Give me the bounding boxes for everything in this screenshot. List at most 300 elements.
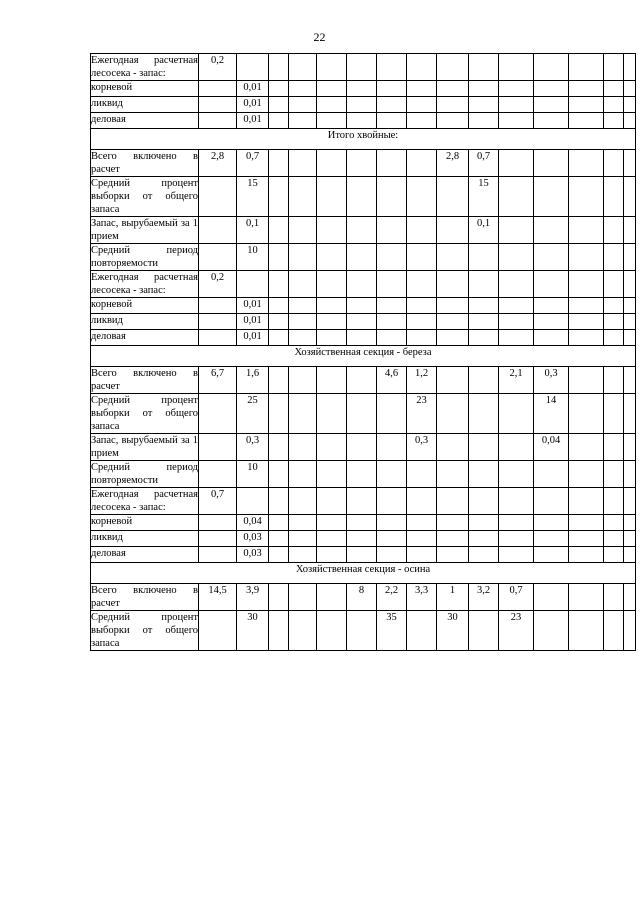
table-cell: 0,03 [237,547,269,563]
row-label: Средний процент выборки от общего запаса [91,612,198,649]
table-cell [317,81,347,97]
table-cell [569,547,604,563]
table-cell [569,314,604,330]
table-cell [534,244,569,271]
table-cell [199,81,237,97]
table-cell [377,547,407,563]
table-cell [604,367,624,394]
table-cell: 0,01 [237,97,269,113]
table-row [91,244,636,271]
table-cell [377,298,407,314]
table-cell: 0,2 [199,271,237,298]
row-label: корневой [91,515,199,531]
table-cell [317,314,347,330]
table-cell [407,488,437,515]
table-cell [534,330,569,346]
table-cell [604,611,624,651]
table-cell [269,113,289,129]
table-cell [269,515,289,531]
table-cell [347,611,377,651]
table-cell [469,434,499,461]
table-cell [237,271,269,298]
row-label: Средний период повторяемости [91,245,198,269]
table-cell: 0,01 [237,81,269,97]
table-cell [569,584,604,611]
table-cell: 14,5 [199,584,237,611]
table-cell: 2,1 [499,367,534,394]
table-cell [377,330,407,346]
table-cell: 10 [237,461,269,488]
table-cell [604,394,624,434]
table-cell: 0,2 [199,54,237,81]
table-cell [289,217,317,244]
table-cell [624,330,636,346]
table-cell: 8 [347,584,377,611]
table-cell [377,314,407,330]
table-cell [437,531,469,547]
table-cell [469,271,499,298]
table-cell: 0,01 [237,314,269,330]
table-cell [437,217,469,244]
row-label: деловая [91,113,199,129]
row-label: Всего включено в расчет [91,368,198,392]
table-cell [377,81,407,97]
table-row [91,217,636,244]
table-cell [534,97,569,113]
table-cell [499,488,534,515]
table-cell [624,298,636,314]
table-cell [624,367,636,394]
table-cell [317,177,347,217]
table-cell [289,611,317,651]
table-cell [624,434,636,461]
table-cell [437,81,469,97]
table-row [91,150,636,177]
table-cell: 14 [534,394,569,434]
table-cell [347,394,377,434]
table-cell: 0,01 [237,113,269,129]
table-cell [317,367,347,394]
table-cell [534,177,569,217]
table-cell [604,584,624,611]
table-cell [407,244,437,271]
table-cell [604,81,624,97]
table-row [91,461,636,488]
table-cell [624,81,636,97]
row-label: деловая [91,330,199,346]
table-cell [289,584,317,611]
table-cell [347,547,377,563]
table-row [91,531,636,547]
table-cell [469,97,499,113]
row-label: ликвид [91,314,199,330]
table-cell [289,515,317,531]
table-cell [499,547,534,563]
table-cell [569,244,604,271]
table-cell [317,611,347,651]
table-cell [317,271,347,298]
table-cell [347,434,377,461]
table-cell [569,531,604,547]
table-cell [407,113,437,129]
table-cell [269,314,289,330]
table-cell [317,547,347,563]
table-cell [269,244,289,271]
table-cell [437,434,469,461]
table-cell [624,461,636,488]
table-cell: 0,03 [237,531,269,547]
table-cell [269,97,289,113]
section-title: Хозяйственная секция - осина [91,563,636,584]
table-cell [347,488,377,515]
table-cell [269,531,289,547]
table-row [91,81,636,97]
table-cell [437,271,469,298]
table-cell [199,611,237,651]
table-cell: 2,8 [199,150,237,177]
table-row [91,547,636,563]
table-cell [199,330,237,346]
table-cell [604,461,624,488]
table-cell [499,515,534,531]
table-cell [499,217,534,244]
table-cell [347,461,377,488]
table-cell [499,394,534,434]
table-cell: 0,7 [499,584,534,611]
table-cell [269,394,289,434]
table-cell [569,81,604,97]
table-cell [569,434,604,461]
table-cell [199,394,237,434]
table-cell [534,298,569,314]
table-row [91,584,636,611]
table-cell [317,298,347,314]
table-cell [289,314,317,330]
table-cell [199,177,237,217]
table-cell [347,531,377,547]
table-cell [604,177,624,217]
table-cell [407,314,437,330]
table-cell [569,54,604,81]
table-cell [569,367,604,394]
table-cell: 0,01 [237,330,269,346]
table-cell [269,584,289,611]
table-cell: 0,01 [237,298,269,314]
table-cell [347,113,377,129]
table-cell [534,461,569,488]
table-cell [534,531,569,547]
table-cell [377,461,407,488]
table-cell [534,547,569,563]
table-cell [569,150,604,177]
table-cell [269,271,289,298]
table-cell [407,81,437,97]
table-cell [604,54,624,81]
table-cell [289,531,317,547]
table-cell [499,81,534,97]
table-cell [469,244,499,271]
table-cell [377,434,407,461]
table-cell [269,54,289,81]
table-row [91,314,636,330]
table-cell: 23 [499,611,534,651]
table-cell [604,271,624,298]
table-row [91,298,636,314]
table-cell [569,330,604,346]
table-cell [347,271,377,298]
table-cell [437,367,469,394]
table-cell [199,217,237,244]
table-cell [437,314,469,330]
table-cell [269,177,289,217]
table-cell [407,271,437,298]
table-cell [347,177,377,217]
table-cell [377,488,407,515]
table-cell [289,244,317,271]
table-cell [469,547,499,563]
table-cell [469,54,499,81]
table-cell [407,298,437,314]
table-cell [269,488,289,515]
table-cell [377,394,407,434]
table-cell [407,97,437,113]
table-cell [289,547,317,563]
table-cell [377,531,407,547]
table-cell [534,515,569,531]
table-cell [377,113,407,129]
table-cell [269,367,289,394]
table-cell [289,298,317,314]
table-cell [407,611,437,651]
table-cell: 4,6 [377,367,407,394]
table-cell [469,314,499,330]
table-cell [469,113,499,129]
table-cell: 0,3 [407,434,437,461]
table-cell [624,113,636,129]
table-cell: 3,2 [469,584,499,611]
table-cell [437,97,469,113]
table-cell [469,531,499,547]
row-label: Запас, вырубаемый за 1 прием [91,435,198,459]
table-cell [347,314,377,330]
table-cell [604,515,624,531]
table-cell [317,531,347,547]
page-number: 22 [313,30,326,44]
table-cell [317,461,347,488]
table-cell [624,547,636,563]
table-cell [377,244,407,271]
row-label: Ежегодная расчетная лесосека - запас: [91,55,198,79]
row-label: Ежегодная расчетная лесосека - запас: [91,489,198,513]
section-header-row [91,129,636,150]
row-label: Всего включено в расчет [91,151,198,175]
table-cell [437,177,469,217]
table-cell [237,54,269,81]
table-cell [199,547,237,563]
table-cell [534,314,569,330]
table-cell [269,611,289,651]
table-cell [437,54,469,81]
table-cell [377,54,407,81]
table-cell: 10 [237,244,269,271]
table-cell [499,434,534,461]
table-cell [317,330,347,346]
table-cell [199,113,237,129]
table-cell [469,367,499,394]
table-cell: 0,7 [469,150,499,177]
table-row [91,113,636,129]
table-cell [499,271,534,298]
table-cell: 25 [237,394,269,434]
table-cell [377,515,407,531]
table-cell [499,244,534,271]
table-cell: 1 [437,584,469,611]
table-cell [377,177,407,217]
table-cell [269,330,289,346]
row-label: Средний период повторяемости [91,462,198,486]
table-cell [499,97,534,113]
table-cell [347,244,377,271]
table-cell [624,177,636,217]
table-row [91,330,636,346]
table-cell [604,113,624,129]
table-cell [407,461,437,488]
table-cell [569,515,604,531]
table-row [91,367,636,394]
table-cell [437,330,469,346]
table-cell [317,394,347,434]
forest-calculation-table [90,53,636,651]
table-row [91,97,636,113]
table-cell: 6,7 [199,367,237,394]
table-cell [289,97,317,113]
table-cell [407,515,437,531]
table-cell [569,461,604,488]
table-cell [604,531,624,547]
table-cell [199,244,237,271]
table-cell [377,97,407,113]
table-cell: 0,3 [534,367,569,394]
table-cell [199,531,237,547]
table-cell [437,298,469,314]
table-cell [269,298,289,314]
table-cell [407,217,437,244]
section-header-row [91,563,636,584]
table-row [91,394,636,434]
table-cell [534,217,569,244]
row-label: Всего включено в расчет [91,585,198,609]
table-cell [624,531,636,547]
table-cell: 35 [377,611,407,651]
table-cell [569,394,604,434]
section-title: Хозяйственная секция - береза [91,346,636,367]
table-row [91,177,636,217]
table-cell: 0,04 [534,434,569,461]
table-cell [469,330,499,346]
table-cell [569,177,604,217]
table-cell [269,217,289,244]
table-cell [624,314,636,330]
table-cell [347,97,377,113]
table-cell [534,584,569,611]
table-cell [289,394,317,434]
row-label: корневой [91,81,199,97]
table-cell [407,54,437,81]
table-cell [499,330,534,346]
table-cell [604,150,624,177]
table-cell [289,330,317,346]
table-cell [317,97,347,113]
table-cell [317,150,347,177]
table-cell [499,150,534,177]
table-cell [569,611,604,651]
table-cell [604,217,624,244]
table-cell [604,547,624,563]
table-row [91,611,636,651]
table-cell [534,54,569,81]
section-title: Итого хвойные: [91,129,636,150]
table-cell: 0,1 [469,217,499,244]
table-cell [534,150,569,177]
table-cell: 1,6 [237,367,269,394]
table-cell [437,113,469,129]
table-cell: 30 [437,611,469,651]
row-label: Запас, вырубаемый за 1 прием [91,218,198,242]
table-cell [347,54,377,81]
row-label: ликвид [91,97,199,113]
table-cell: 3,9 [237,584,269,611]
table-cell [377,150,407,177]
table-cell [289,271,317,298]
table-cell [269,434,289,461]
row-label: деловая [91,547,199,563]
table-cell [347,217,377,244]
table-cell [289,54,317,81]
table-cell [317,515,347,531]
row-label: ликвид [91,531,199,547]
table-cell: 0,7 [199,488,237,515]
table-cell [499,113,534,129]
table-cell [569,488,604,515]
table-cell [437,515,469,531]
table-cell: 23 [407,394,437,434]
table-cell [407,330,437,346]
table-cell [437,488,469,515]
table-cell [534,81,569,97]
row-label: Средний процент выборки от общего запаса [91,178,198,215]
table-cell [469,394,499,434]
table-cell [437,394,469,434]
table-cell [604,314,624,330]
table-cell [289,150,317,177]
table-cell [289,177,317,217]
table-cell: 1,2 [407,367,437,394]
table-cell [269,547,289,563]
table-cell [437,461,469,488]
table-row [91,271,636,298]
table-cell [604,298,624,314]
table-cell [347,330,377,346]
table-cell [624,611,636,651]
row-label: корневой [91,298,199,314]
table-cell [499,54,534,81]
table-row [91,54,636,81]
table-cell [289,488,317,515]
table-cell [289,367,317,394]
table-cell [317,584,347,611]
table-cell: 2,2 [377,584,407,611]
table-cell [624,515,636,531]
